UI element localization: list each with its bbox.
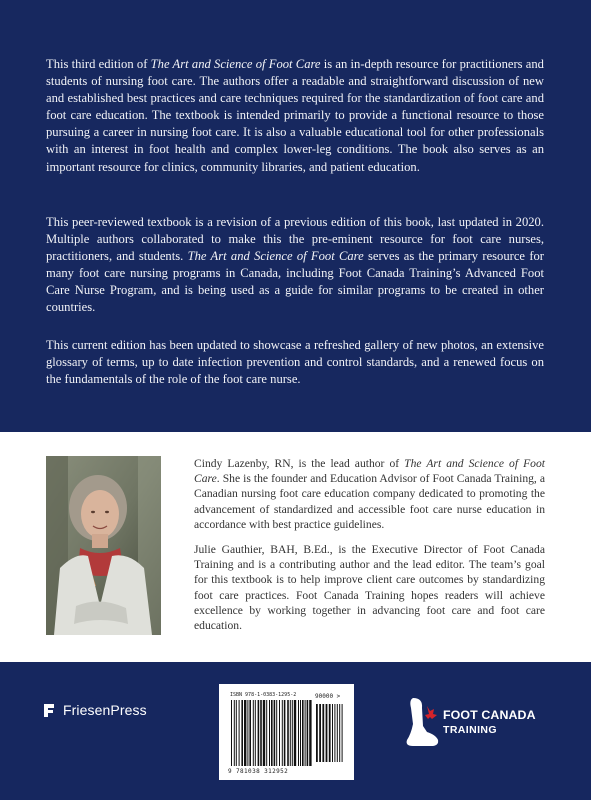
barcode-addon-bar [322, 704, 324, 762]
barcode-digits: 9 781038 312952 [228, 768, 289, 775]
barcode-bar [234, 700, 235, 766]
barcode-bar [294, 700, 296, 766]
barcode-bar [298, 700, 299, 766]
author-bio-1 [194, 456, 545, 532]
barcode-addon-bar [326, 704, 328, 762]
author-panel [0, 432, 591, 662]
barcode-addon-bar [334, 704, 335, 762]
barcode-bar [263, 700, 265, 766]
barcode-image [219, 684, 354, 780]
barcode-bar [282, 700, 283, 766]
text-run: . She is the founder and Education Advisor of Foot Canada Training, a Canadian nursing foot care education company dedicated to promoting the advancement of standardized and accessible foot care nurse education in accordance with best practice guidelines. [194, 472, 545, 531]
publisher-logo [41, 699, 147, 721]
barcode-addon-bar [319, 704, 321, 762]
barcode-bar [271, 700, 273, 766]
book-title-italic: The Art and Science of Foot Care [187, 249, 364, 264]
book-title-italic: The Art and Science of Foot Care [150, 57, 321, 71]
barcode-bar [260, 700, 262, 766]
barcode-bar [292, 700, 293, 766]
barcode-bar [300, 700, 301, 766]
barcode-bar [258, 700, 260, 766]
price-code: 90000 > [315, 693, 341, 700]
barcode-bar [244, 700, 246, 766]
book-title-italic: The Art and Science of Foot Care [194, 457, 545, 486]
barcode-bar [309, 700, 311, 766]
barcode-bar [302, 700, 304, 766]
author-bio-2: Julie Gauthier, BAH, B.Ed., is the Executive Director of Foot Canada Training and is a contributing author and the lead editor. The team’s goal for this textbook is to help improve client care outcomes by standardizing foot care practices. Foot Canada Training hopes readers will achieve excellence by working together in advancing foot care and foot care education. [194, 543, 545, 633]
text-run: This third edition of [46, 57, 151, 71]
text-run: This peer-reviewed textbook is a revision of a previous edition of this book, last updated in 2020. Multiple authors collaborated to make this the pre-eminent resource for foot care nurses, practitioners, and students. [46, 215, 544, 264]
barcode-bar [274, 700, 276, 766]
barcode-addon-bar [332, 704, 333, 762]
text-run: is an in-depth resource for practitioners and students of nursing foot care. The authors offer a readable and straightforward discussion of new and established best practices and care techniques required for the standardization of foot care and foot care education. The textbook is intended primarily to provide a functional resource to those pursuing a career in nursing foot care. It is also a valuable educational tool for other professionals with an interest in foot health and complex lower-leg conditions. The book also serves as an important resource for clinics, community libraries, and patient education. [46, 57, 544, 174]
barcode-addon-bar [316, 704, 318, 762]
barcode-bar [287, 700, 289, 766]
barcode-bar [236, 700, 237, 766]
barcode-bar [253, 700, 254, 766]
barcode-bar [290, 700, 291, 766]
description-paragraph-2 [46, 214, 544, 317]
barcode-bar [239, 700, 240, 766]
barcode-addon-bar [337, 704, 338, 762]
brand-line-2: TRAINING [443, 724, 497, 736]
foot-logo-icon [403, 694, 443, 750]
barcode-bar [247, 700, 248, 766]
barcode-bar [269, 700, 270, 766]
publisher-name: FriesenPress [63, 702, 147, 718]
text-run: serves as the primary resource for many foot care nursing programs in Canada, including Foot Canada Training’s Advanced Foot Care Nurse Program, and is being used as a guide for similar programs to be created in other countries. [46, 249, 544, 315]
foot-canada-training-logo [403, 694, 553, 750]
barcode-bar [249, 700, 251, 766]
barcode-bar [241, 700, 243, 766]
barcode-bar [266, 700, 267, 766]
brand-line-1: FOOT CANADA [443, 708, 536, 722]
description-paragraph-3: This current edition has been updated to showcase a refreshed gallery of new photos, an extensive glossary of terms, up to date infection prevention and control standards, and a renewed focus on the fundamentals of the role of the foot care nurse. [46, 338, 544, 387]
barcode-bar [276, 700, 277, 766]
footer-panel [0, 662, 591, 800]
barcode-bar [255, 700, 256, 766]
barcode-addon-bar [342, 704, 343, 762]
description-paragraph-1 [46, 56, 544, 176]
barcode-bar [305, 700, 306, 766]
barcode-addon-bar [339, 704, 340, 762]
barcode-addon-bar [329, 704, 331, 762]
author-photo [46, 456, 161, 635]
isbn-label: ISBN 978-1-0383-1295-2 [230, 692, 297, 698]
barcode-bar [307, 700, 309, 766]
barcode-panel [219, 684, 354, 780]
barcode-bar [231, 700, 232, 766]
barcode-bar [284, 700, 286, 766]
friesenpress-logo-icon [41, 702, 57, 718]
text-run: Cindy Lazenby, RN, is the lead author of [194, 457, 405, 470]
barcode-bar [279, 700, 280, 766]
